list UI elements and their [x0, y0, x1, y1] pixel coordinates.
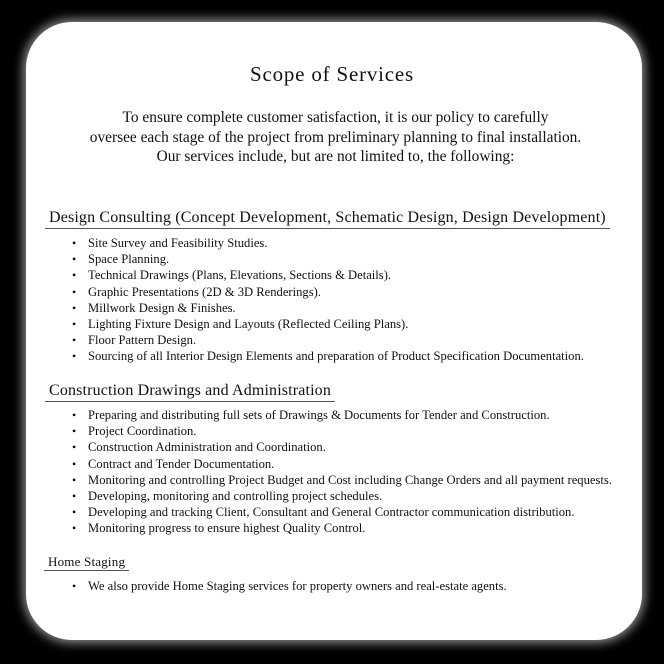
- list-item: • Developing, monitoring and controlling project schedules.: [72, 488, 612, 504]
- design-consulting-list: [72, 235, 584, 365]
- list-item: • Preparing and distributing full sets of Drawings & Documents for Tender and Construction.: [72, 407, 612, 423]
- list-item: • Monitoring and controlling Project Budget and Cost including Change Orders and all payment requests.: [72, 472, 612, 488]
- list-item: • Construction Administration and Coordination.: [72, 439, 612, 455]
- section-heading-design-consulting: Design Consulting (Concept Development, Schematic Design, Design Development): [45, 208, 610, 229]
- list-item: • Developing and tracking Client, Consultant and General Contractor communication distribution.: [72, 504, 612, 520]
- list-item: • Space Planning.: [72, 251, 584, 267]
- construction-drawings-list: [72, 407, 612, 537]
- home-staging-list: [72, 578, 507, 594]
- list-item: • Floor Pattern Design.: [72, 332, 584, 348]
- list-item: • We also provide Home Staging services for property owners and real-estate agents.: [72, 578, 507, 594]
- intro-line-3: Our services include, but are not limited to, the following:: [156, 148, 515, 165]
- section-heading-home-staging: Home Staging: [44, 553, 129, 571]
- list-item: • Graphic Presentations (2D & 3D Renderings).: [72, 284, 584, 300]
- list-item: • Monitoring progress to ensure highest Quality Control.: [72, 520, 612, 536]
- list-item: • Lighting Fixture Design and Layouts (Reflected Ceiling Plans).: [72, 316, 584, 332]
- section-heading-construction-drawings: Construction Drawings and Administration: [45, 381, 335, 402]
- intro-line-2: oversee each stage of the project from preliminary planning to final installation.: [89, 128, 582, 146]
- list-item: • Contract and Tender Documentation.: [72, 456, 612, 472]
- intro-line-1: To ensure complete customer satisfaction, it is our policy to carefully: [122, 109, 549, 126]
- page-title: Scope of Services: [249, 62, 415, 86]
- list-item: • Site Survey and Feasibility Studies.: [72, 235, 584, 251]
- list-item: • Millwork Design & Finishes.: [72, 300, 584, 316]
- list-item: • Technical Drawings (Plans, Elevations, Sections & Details).: [72, 267, 584, 283]
- list-item: • Project Coordination.: [72, 423, 612, 439]
- list-item: • Sourcing of all Interior Design Elements and preparation of Product Specification Documentation.: [72, 348, 584, 364]
